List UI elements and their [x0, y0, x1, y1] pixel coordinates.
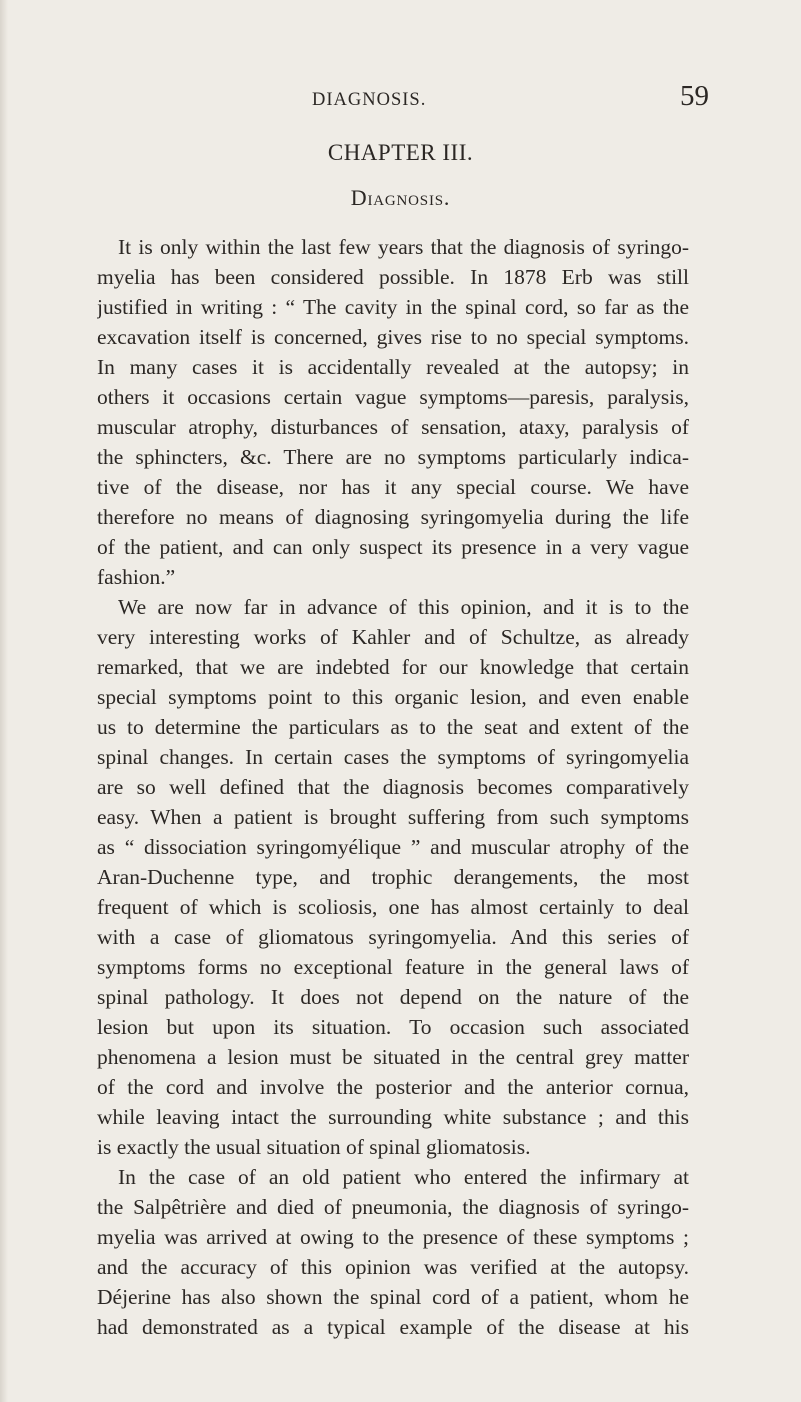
- text-line: while leaving intact the surrounding white substance ; and this: [97, 1105, 689, 1129]
- chapter-title: CHAPTER III.: [327, 140, 474, 165]
- text-line: Déjerine has also shown the spinal cord of a patient, whom he: [97, 1285, 689, 1309]
- text-line: excavation itself is concerned, gives rise to no special symptoms.: [97, 325, 689, 349]
- text-line: remarked, that we are indebted for our knowledge that certain: [97, 655, 689, 679]
- text-line: with a case of gliomatous syringomyelia. And this series of: [97, 925, 689, 949]
- text-line: had demonstrated as a typical example of the disease at his: [97, 1315, 689, 1339]
- text-line: special symptoms point to this organic lesion, and even enable: [97, 685, 689, 709]
- text-line: therefore no means of diagnosing syringomyelia during the life: [97, 505, 689, 529]
- running-head: DIAGNOSIS.: [312, 90, 427, 110]
- text-line: of the cord and involve the posterior and the anterior cornua,: [97, 1075, 689, 1099]
- text-line: is exactly the usual situation of spinal gliomatosis.: [97, 1135, 531, 1159]
- text-line: myelia has been considered possible. In 1878 Erb was still: [97, 265, 689, 289]
- page-number: 59: [680, 80, 709, 112]
- text-line: myelia was arrived at owing to the presence of these symptoms ;: [97, 1225, 689, 1249]
- text-line: In many cases it is accidentally revealed at the autopsy; in: [97, 355, 689, 379]
- text-line: the Salpêtrière and died of pneumonia, the diagnosis of syringo-: [97, 1195, 689, 1219]
- text-line: the sphincters, &c. There are no symptoms particularly indica-: [97, 445, 689, 469]
- text-line: are so well defined that the diagnosis becomes comparatively: [97, 775, 689, 799]
- text-line: spinal pathology. It does not depend on the nature of the: [97, 985, 689, 1009]
- text-line: others it occasions certain vague symptoms—paresis, paralysis,: [97, 385, 689, 409]
- text-line: easy. When a patient is brought suffering from such symptoms: [97, 805, 689, 829]
- section-title: Diagnosis.: [350, 185, 451, 210]
- text-line: muscular atrophy, disturbances of sensation, ataxy, paralysis of: [97, 415, 689, 439]
- text-line: frequent of which is scoliosis, one has almost certainly to deal: [97, 895, 689, 919]
- text-line: us to determine the particulars as to the seat and extent of the: [97, 715, 689, 739]
- text-line: We are now far in advance of this opinion, and it is to the: [118, 595, 689, 619]
- text-line: It is only within the last few years that the diagnosis of syringo-: [118, 235, 689, 259]
- text-line: In the case of an old patient who entered the infirmary at: [118, 1165, 689, 1189]
- text-line: spinal changes. In certain cases the symptoms of syringomyelia: [97, 745, 689, 769]
- text-line: as “ dissociation syringomyélique ” and muscular atrophy of the: [97, 835, 689, 859]
- text-line: fashion.”: [97, 565, 176, 589]
- text-line: Aran-Duchenne type, and trophic derangements, the most: [97, 865, 689, 889]
- text-line: symptoms forms no exceptional feature in the general laws of: [97, 955, 689, 979]
- text-line: very interesting works of Kahler and of Schultze, as already: [97, 625, 689, 649]
- text-line: of the patient, and can only suspect its presence in a very vague: [97, 535, 689, 559]
- text-line: lesion but upon its situation. To occasion such associated: [97, 1015, 689, 1039]
- text-line: tive of the disease, nor has it any special course. We have: [97, 475, 689, 499]
- text-line: phenomena a lesion must be situated in the central grey matter: [97, 1045, 689, 1069]
- text-line: justified in writing : “ The cavity in the spinal cord, so far as the: [97, 295, 689, 319]
- text-line: and the accuracy of this opinion was verified at the autopsy.: [97, 1255, 689, 1279]
